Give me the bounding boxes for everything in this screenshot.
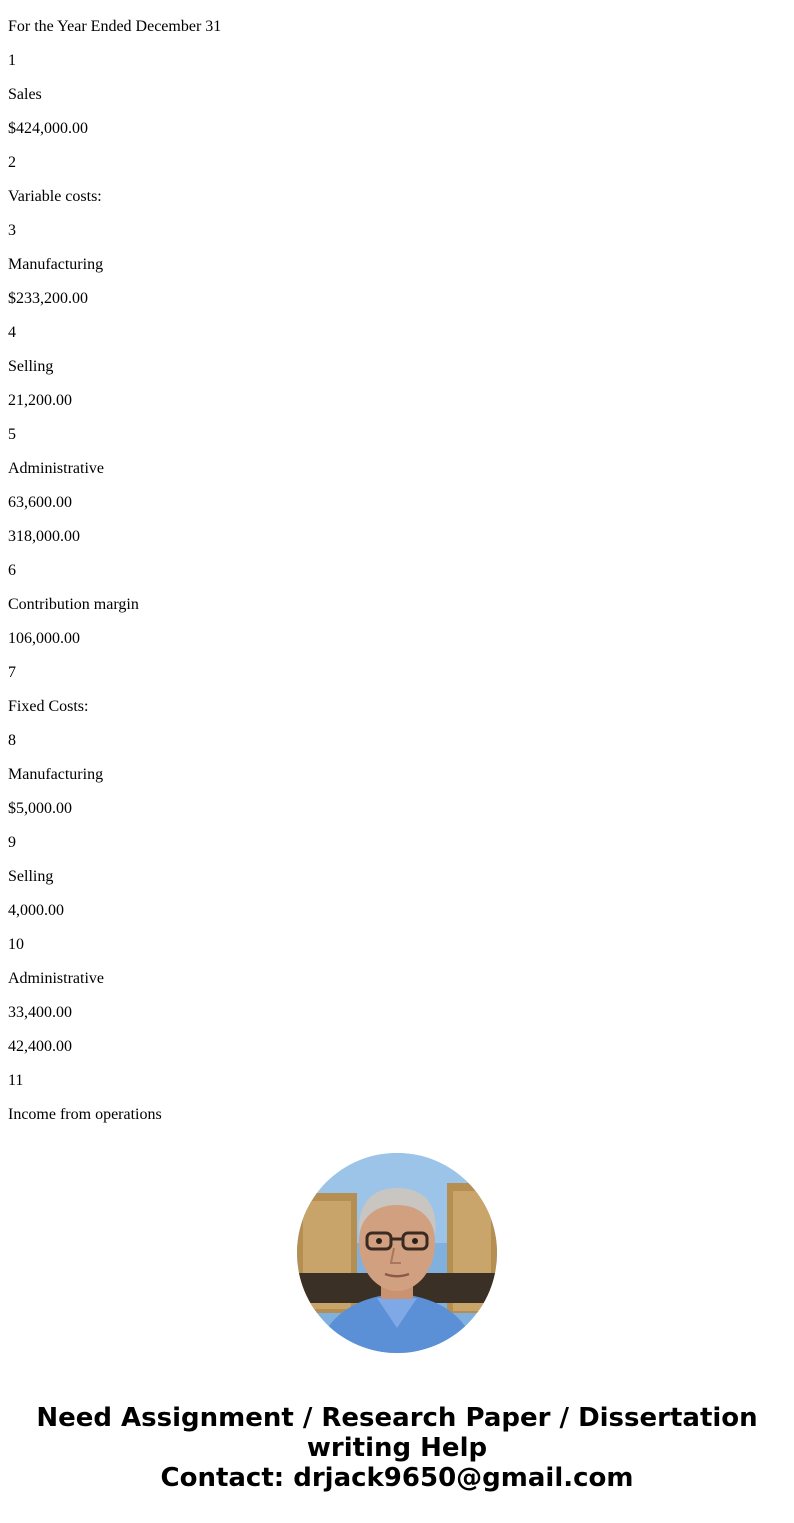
row-value: 4,000.00 bbox=[8, 902, 64, 919]
row-label: Fixed Costs: bbox=[8, 698, 89, 715]
row-label: Contribution margin bbox=[8, 596, 139, 613]
promo-line-2: writing Help bbox=[306, 1433, 488, 1463]
row-value: 33,400.00 bbox=[8, 1004, 72, 1021]
row-value: 63,600.00 bbox=[8, 494, 72, 511]
row-label: Sales bbox=[8, 86, 42, 103]
row-number: 4 bbox=[8, 324, 16, 341]
row-value: $424,000.00 bbox=[8, 120, 88, 137]
row-label: Income from operations bbox=[8, 1106, 162, 1123]
row-label: Variable costs: bbox=[8, 188, 102, 205]
statement-period: For the Year Ended December 31 bbox=[8, 18, 222, 35]
row-label: Selling bbox=[8, 868, 54, 885]
author-avatar bbox=[297, 1153, 497, 1353]
row-number: 7 bbox=[8, 664, 16, 681]
row-label: Manufacturing bbox=[8, 256, 104, 273]
row-value: 106,000.00 bbox=[8, 630, 80, 647]
row-number: 11 bbox=[8, 1072, 24, 1089]
row-number: 6 bbox=[8, 562, 16, 579]
row-number: 9 bbox=[8, 834, 16, 851]
row-value: $233,200.00 bbox=[8, 290, 88, 307]
row-total: 42,400.00 bbox=[8, 1038, 72, 1055]
row-number: 8 bbox=[8, 732, 16, 749]
row-number: 3 bbox=[8, 222, 16, 239]
row-number: 10 bbox=[8, 936, 24, 953]
row-number: 5 bbox=[8, 426, 16, 443]
row-value: $5,000.00 bbox=[8, 800, 72, 817]
promo-banner bbox=[0, 1403, 794, 1493]
promo-line-1: Need Assignment / Research Paper / Dissertation bbox=[36, 1403, 758, 1433]
row-number: 2 bbox=[8, 154, 16, 171]
row-total: 318,000.00 bbox=[8, 528, 80, 545]
row-label: Selling bbox=[8, 358, 54, 375]
row-label: Administrative bbox=[8, 970, 104, 987]
row-value: 21,200.00 bbox=[8, 392, 72, 409]
row-label: Administrative bbox=[8, 460, 104, 477]
person-photo-icon bbox=[297, 1153, 497, 1353]
row-label: Manufacturing bbox=[8, 766, 104, 783]
promo-contact-email: Contact: drjack9650@gmail.com bbox=[160, 1463, 634, 1493]
row-number: 1 bbox=[8, 52, 16, 69]
